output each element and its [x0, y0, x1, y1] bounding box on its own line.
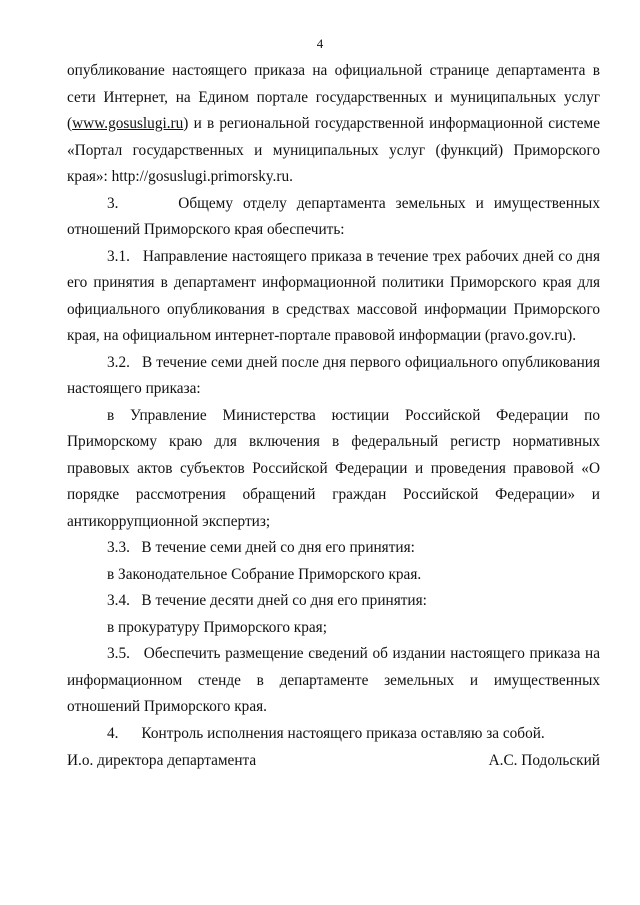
gosuslugi-link[interactable]: www.gosuslugi.ru	[72, 115, 184, 132]
paragraph-3-1: 3.1. Направление настоящего приказа в течение трех рабочих дней со дня его принятия в департамент информационной политики Приморского края для официального опубликования в средствах массовой информации Приморского края, на официальном интернет-портале правовой информации (pravo.gov.ru).	[67, 247, 600, 344]
paragraph-publication	[67, 58, 600, 191]
page-number: 4	[316, 36, 324, 51]
paragraph-3: 3. Общему отделу департамента земельных и имущественных отношений Приморского края обеспечить:	[67, 194, 600, 238]
paragraph-3-4: 3.4. В течение десяти дней со дня его принятия:	[107, 592, 427, 609]
paragraph-4: 4. Контроль исполнения настоящего приказа оставляю за собой.	[107, 724, 545, 742]
paragraph-3-2-body: в Управление Министерства юстиции Российской Федерации по Приморскому краю для включения в федеральный регистр нормативных правовых актов субъектов Российской Федерации и проведения правовой «О порядке рассмотрения обращений граждан Российской Федерации» и антикоррупционной экспертиз;	[67, 406, 600, 530]
signature-block	[67, 748, 600, 775]
publication-text-start: опубликование настоящего приказа на официальной странице департамента в сети Интернет, на Едином портале государственных и муниципальных услуг (	[67, 62, 600, 132]
paragraph-3-3-body: в Законодательное Собрание Приморского края.	[107, 565, 422, 583]
signatory-name: А.С. Подольский	[488, 752, 600, 769]
signatory-position: И.о. директора департамента	[67, 752, 257, 769]
paragraph-3-3: 3.3. В течение семи дней со дня его принятия:	[107, 539, 415, 556]
paragraph-3-5: 3.5. Обеспечить размещение сведений об издании настоящего приказа на информационном стенде в департаменте земельных и имущественных отношений Приморского края.	[67, 645, 600, 715]
publication-text-end: ) и в региональной государственной информационной системе «Портал государственных и муниципальных услуг (функций) Приморского края»: http://gosuslugi.primorsky.ru.	[67, 115, 600, 185]
document-body	[67, 58, 600, 747]
paragraph-3-2: 3.2. В течение семи дней после дня первого официального опубликования настоящего приказа:	[67, 353, 600, 397]
paragraph-3-4-body: в прокуратуру Приморского края;	[107, 618, 327, 636]
